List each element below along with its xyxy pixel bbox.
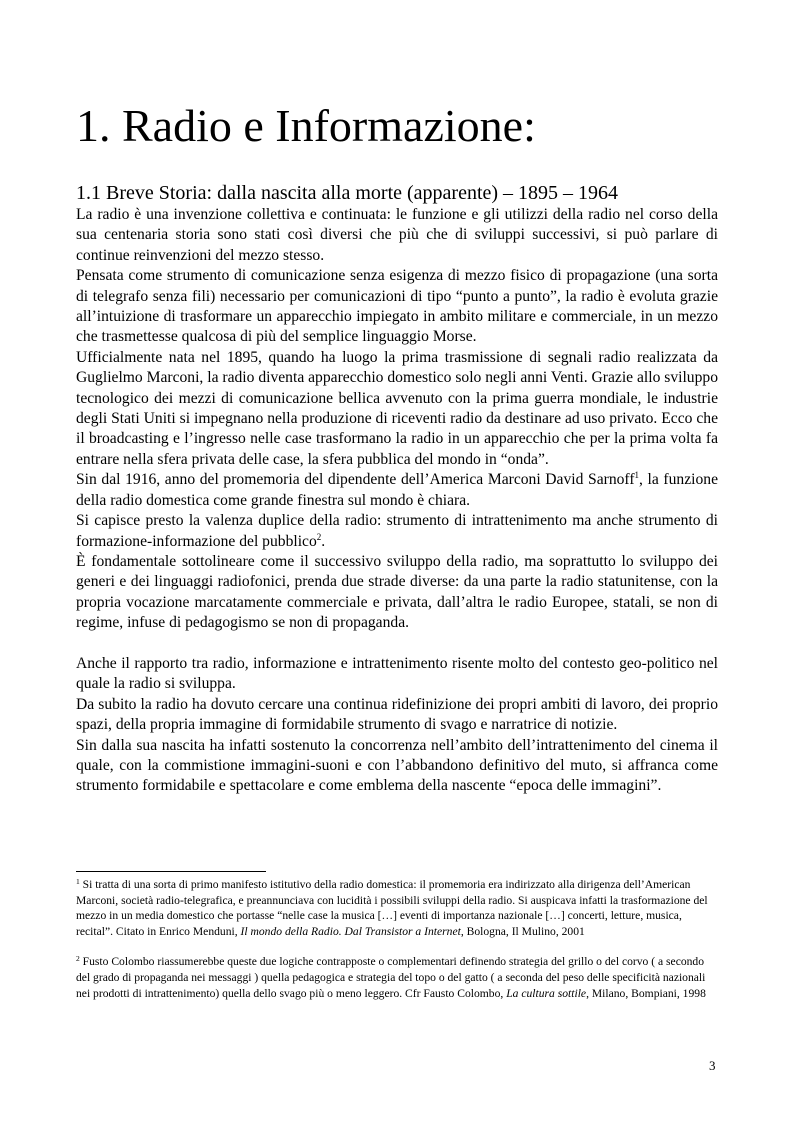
chapter-title: 1. Radio e Informazione: (76, 100, 536, 151)
paragraph-8: Da subito la radio ha dovuto cercare una continua ridefinizione dei propri ambiti di lavoro, dei proprio spazi, della propria immagine di formidabile strumento di svago e narratrice di notizie. (76, 695, 718, 734)
paragraph-4 (76, 470, 718, 511)
paragraph-7: Anche il rapporto tra radio, informazione e intrattenimento risente molto del contesto geo-politico nel quale la radio si sviluppa. (76, 654, 718, 693)
paragraph-3: Ufficialmente nata nel 1895, quando ha luogo la prima trasmissione di segnali radio realizzata da Guglielmo Marconi, la radio diventa apparecchio domestico solo negli anni Venti. Grazie allo sviluppo tecnologico dei mezzi di comunicazione bellica avvenuto con la prima guerra mondiale, le industrie degli Stati Uniti si impegnano nella produzione di riceventi radio da destinare ad uso privato. Ecco che il broadcasting e l’ingresso nelle case trasformano la radio in un apparecchio che per la prima volta fa entrare nella sfera privata delle case, la sfera pubblica del mondo in “onda”. (76, 348, 718, 468)
footnote-2-title: La cultura sottile (506, 986, 587, 1000)
paragraph-1: La radio è una invenzione collettiva e continuata: le funzione e gli utilizzi della radio nel corso della sua centenaria storia sono stati così diversi che più che di sviluppi successivi, si può parlare di continue reinvenzioni del mezzo stesso. (76, 206, 718, 264)
footnote-2-number: 2 (76, 954, 80, 964)
footnote-1-number: 1 (76, 877, 80, 886)
footnote-1-text: Si tratta di una sorta di primo manifesto istitutivo della radio domestica: il promemoria era indirizzato alla dirigenza dell’American Marconi, società radio-telegrafica, e preannunciava con lucidità i possibili sviluppi della radio. Si auspicava infatti la trasformazione del mezzo in un media domestico che portasse “nelle case la musica […] eventi di importanza nazionale […] concerti, letture, musica, recital”. Citato in Enrico Menduni, (76, 878, 708, 938)
body-text (76, 205, 718, 797)
paragraph-9: Sin dalla sua nascita ha infatti sostenuto la concorrenza nell’ambito dell’intrattenimento del cinema il quale, con la commistione immagini-suoni e con l’abbandono definitivo del muto, si affranca come strumento formidabile e spettacolare e come emblema della nascente “epoca delle immagini”. (76, 736, 718, 795)
paragraph-6: È fondamentale sottolineare come il successivo sviluppo della radio, ma soprattutto lo sviluppo dei generi e dei linguaggi radiofonici, prenda due strade diverse: da una parte la radio statunitense, con la propria vocazione marcatamente commerciale e privata, dall’altra le radio Europee, statali, se non di regime, infuse di pedagogismo se non di propaganda. (76, 552, 718, 632)
footnote-1-end: , Bologna, Il Mulino, 2001 (460, 924, 585, 938)
footnote-divider (76, 871, 266, 872)
paragraph-5-text-end: . (321, 532, 326, 550)
footnote-1 (76, 877, 718, 939)
page-number: 3 (709, 1058, 716, 1073)
footnotes (76, 877, 718, 1001)
paragraph-2: Pensata come strumento di comunicazione senza esigenza di mezzo fisico di propagazione (una sorta di telegrafo senza fili) necessario per comunicazioni di tipo “punto a punto”, la radio è evoluta grazie all’intuizione di trasformare un apparecchio impiegato in ambito militare e commerciale, in un mezzo che trasmettesse qualcosa di più del semplice linguaggio Morse. (76, 267, 718, 346)
footnote-1-title: Il mondo della Radio. Dal Transistor a Internet (240, 924, 461, 938)
footnote-2-text: Fusto Colombo riassumerebbe queste due logiche contrapposte o complementari definendo strategia del grillo o del corvo ( a secondo del grado di propaganda nei messaggi ) quella pedagogica e strategia del topo o del gatto ( a seconda del peso delle specificità nazionali nei prodotti di intrattenimento) quella dello svago più o meno leggero. Cfr Fausto Colombo, (76, 955, 706, 1000)
paragraph-5-text: Si capisce presto la valenza duplice della radio: strumento di intrattenimento ma anche strumento di formazione-informazione del pubblico (76, 512, 718, 550)
paragraph-4-text: Sin dal 1916, anno del promemoria del dipendente dell’America Marconi David Sarnoff (76, 471, 635, 489)
footnote-2 (76, 954, 718, 1001)
footnote-ref-2[interactable]: 2 (316, 531, 322, 542)
footnote-2-end: , Milano, Bompiani, 1998 (586, 986, 706, 1000)
section-title: 1.1 Breve Storia: dalla nascita alla morte (apparente) – 1895 – 1964 (76, 182, 619, 204)
paragraph-5 (76, 511, 718, 552)
paragraph-4-text-end: , la funzione della radio domestica come grande finestra sul mondo è chiara. (76, 471, 718, 509)
footnote-ref-1[interactable]: 1 (634, 470, 640, 481)
